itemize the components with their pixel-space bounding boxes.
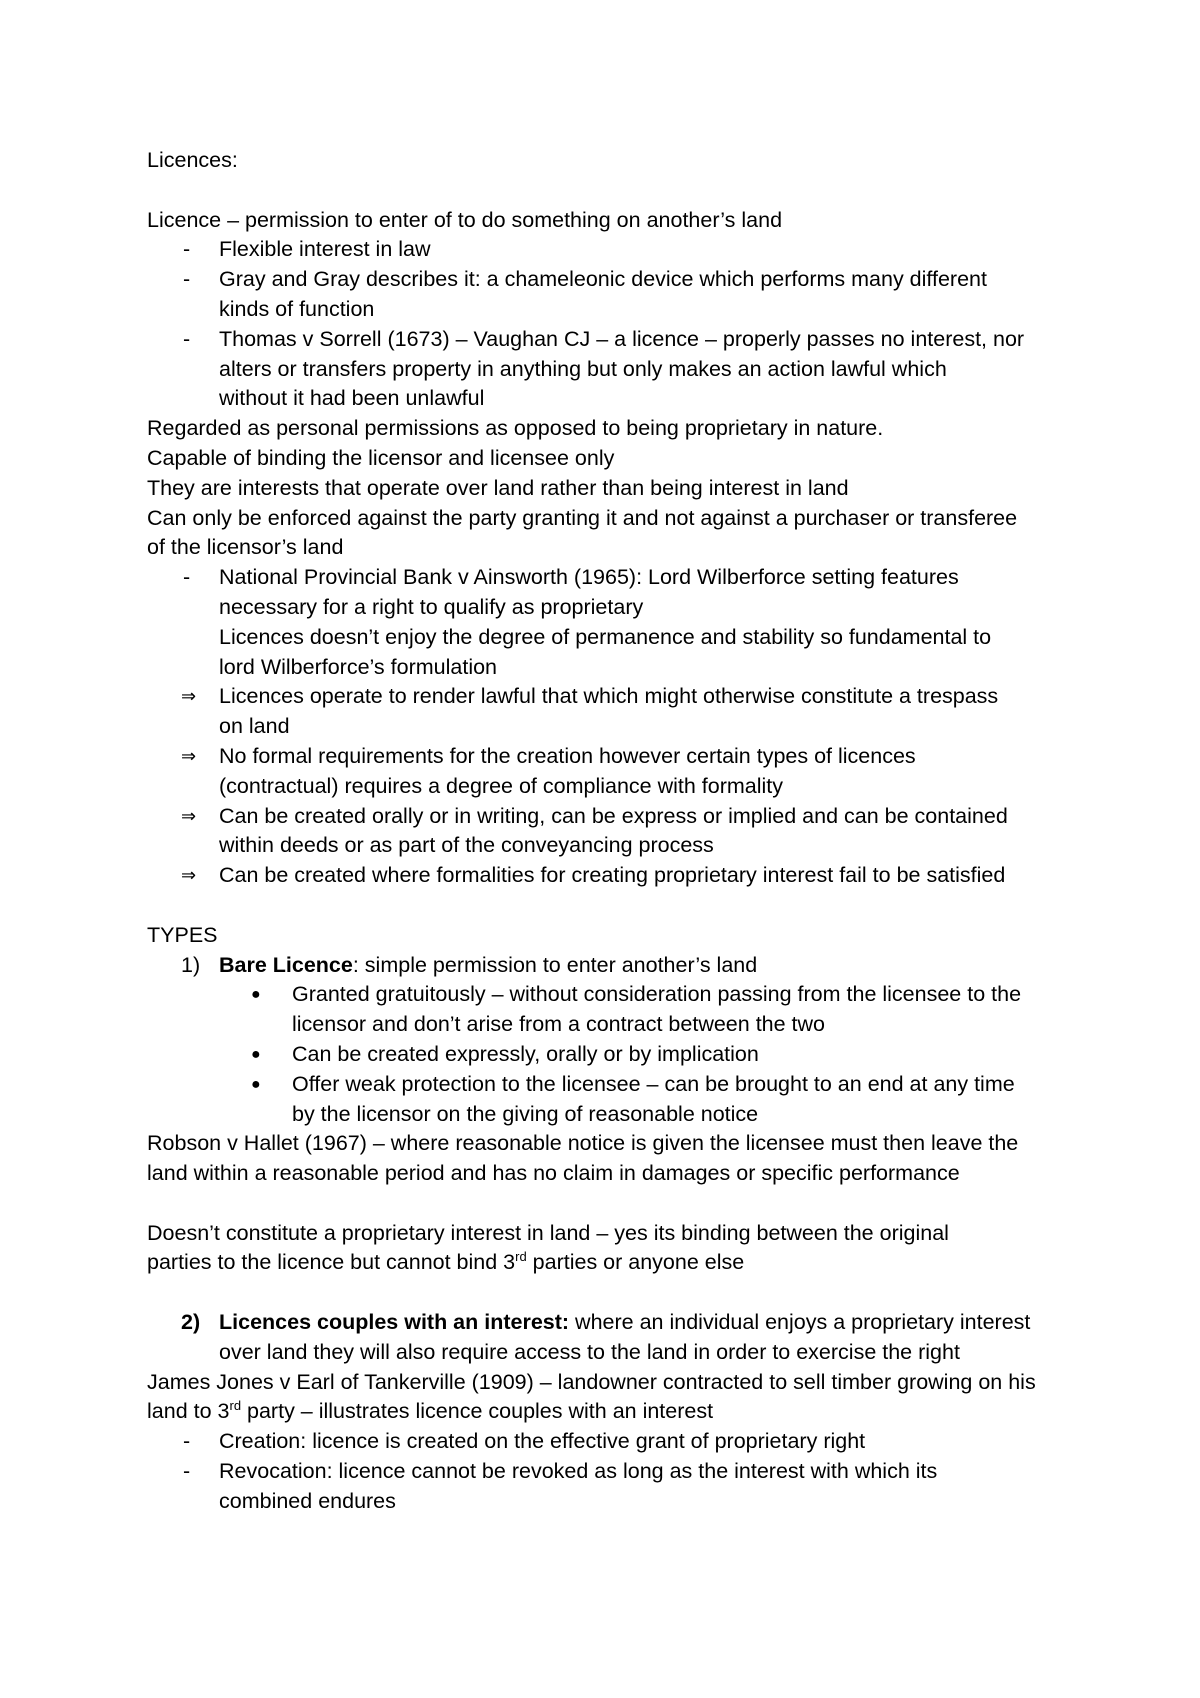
page-title: Licences: [147,148,238,172]
list-item-text: Can be created where formalities for creating proprietary interest fail to be satisfied [219,863,1006,888]
list-item-text: No formal requirements for the creation however certain types of licences [219,743,916,768]
paragraph-line: Doesn’t constitute a proprietary interest in land – yes its binding between the original [147,1220,949,1245]
list-item-text: Licences doesn’t enjoy the degree of permanence and stability so fundamental to [219,624,992,649]
numbered-item [147,951,1077,981]
paragraph-line: Can only be enforced against the party granting it and not against a purchaser or transferee [147,505,1018,530]
number-marker: 2) [181,1310,201,1335]
dash-marker: - [183,1429,191,1454]
document-page [147,146,1077,1517]
bullet-text: by the licensor on the giving of reasonable notice [292,1101,759,1126]
dash-marker: - [183,326,191,351]
list-item-text: (contractual) requires a degree of compliance with formality [219,773,784,798]
list-item-text: combined endures [219,1488,396,1513]
numbered-item [147,1308,1077,1368]
list-item [147,742,1077,802]
list-item-text: without it had been unlawful [219,386,485,411]
paragraph-line: They are interests that operate over land rather than being interest in land [147,475,849,500]
intro-definition: Licence – permission to enter of to do something on another’s land [147,207,783,232]
bullet-text: Can be created expressly, orally or by implication [292,1041,759,1066]
bullet-item [147,1040,1077,1070]
paragraph-line: Regarded as personal permissions as opposed to being proprietary in nature. [147,416,884,441]
list-item-text: on land [219,714,290,739]
list-item-text: kinds of function [219,296,375,321]
paragraph-line: land within a reasonable period and has no claim in damages or specific performance [147,1161,960,1186]
superscript: rd [229,1398,242,1414]
list-item-text: lord Wilberforce’s formulation [219,654,498,679]
list-item-text: Revocation: licence cannot be revoked as long as the interest with which its [219,1459,938,1484]
list-item-text: Flexible interest in law [219,237,431,262]
number-marker: 1) [181,952,201,977]
list-item [147,1457,1077,1517]
bullet-icon: ● [251,1045,261,1063]
bullet-icon: ● [251,986,261,1004]
type-description: where an individual enjoys a proprietary interest [569,1310,1031,1335]
list-item [147,235,1077,265]
list-item-text: necessary for a right to qualify as proprietary [219,594,644,619]
bullet-text: Granted gratuitously – without consideration passing from the licensee to the [292,982,1022,1007]
dash-marker: - [183,1459,191,1484]
list-item [147,325,1077,414]
type-label: Licences couples with an interest: [219,1310,570,1335]
list-item-text: Licences operate to render lawful that which might otherwise constitute a trespass [219,684,999,709]
list-item [147,1427,1077,1457]
list-item-text: alters or transfers property in anything but only makes an action lawful which [219,356,947,381]
paragraph-line: Robson v Hallet (1967) – where reasonable notice is given the licensee must then leave the [147,1131,1019,1156]
arrow-icon: ⇒ [181,865,197,886]
list-item-text: Can be created orally or in writing, can be express or implied and can be contained [219,803,1008,828]
list-item [147,563,1077,682]
arrow-icon: ⇒ [181,805,197,826]
bullet-text: licensor and don’t arise from a contract between the two [292,1012,826,1037]
list-item-text: Thomas v Sorrell (1673) – Vaughan CJ – a licence – properly passes no interest, nor [219,326,1025,351]
list-item-text: National Provincial Bank v Ainsworth (1965): Lord Wilberforce setting features [219,565,959,590]
bullet-icon: ● [251,1075,261,1093]
bullet-text: Offer weak protection to the licensee – can be brought to an end at any time [292,1071,1015,1096]
list-item [147,265,1077,325]
list-item-text: within deeds or as part of the conveyancing process [219,833,714,858]
paragraph-line [147,1397,1077,1427]
arrow-icon: ⇒ [181,745,197,766]
list-item [147,682,1077,742]
list-item [147,802,1077,862]
text-segment: party – illustrates licence couples with an interest [241,1399,714,1424]
dash-marker: - [183,237,191,262]
paragraph-line: Capable of binding the licensor and licensee only [147,445,615,470]
superscript: rd [515,1249,527,1265]
text-segment: parties or anyone else [526,1250,745,1275]
paragraph-line: James Jones v Earl of Tankerville (1909) – landowner contracted to sell timber growing on his [147,1369,1036,1394]
arrow-icon: ⇒ [181,686,197,707]
type-description: over land they will also require access to the land in order to exercise the right [219,1339,960,1364]
paragraph-line: of the licensor’s land [147,535,344,560]
bullet-item [147,1070,1077,1130]
bullet-item [147,980,1077,1040]
type-description: : simple permission to enter another’s land [352,952,758,977]
type-label: Bare Licence [219,952,353,977]
section-heading: TYPES [147,922,218,947]
text-segment: land to 3 [147,1399,230,1424]
paragraph-line [147,1248,1077,1278]
list-item [147,861,1077,891]
list-item-text: Creation: licence is created on the effective grant of proprietary right [219,1429,866,1454]
list-item-text: Gray and Gray describes it: a chameleonic device which performs many different [219,267,987,292]
dash-marker: - [183,267,191,292]
text-segment: parties to the licence but cannot bind 3 [147,1250,516,1275]
dash-marker: - [183,565,191,590]
